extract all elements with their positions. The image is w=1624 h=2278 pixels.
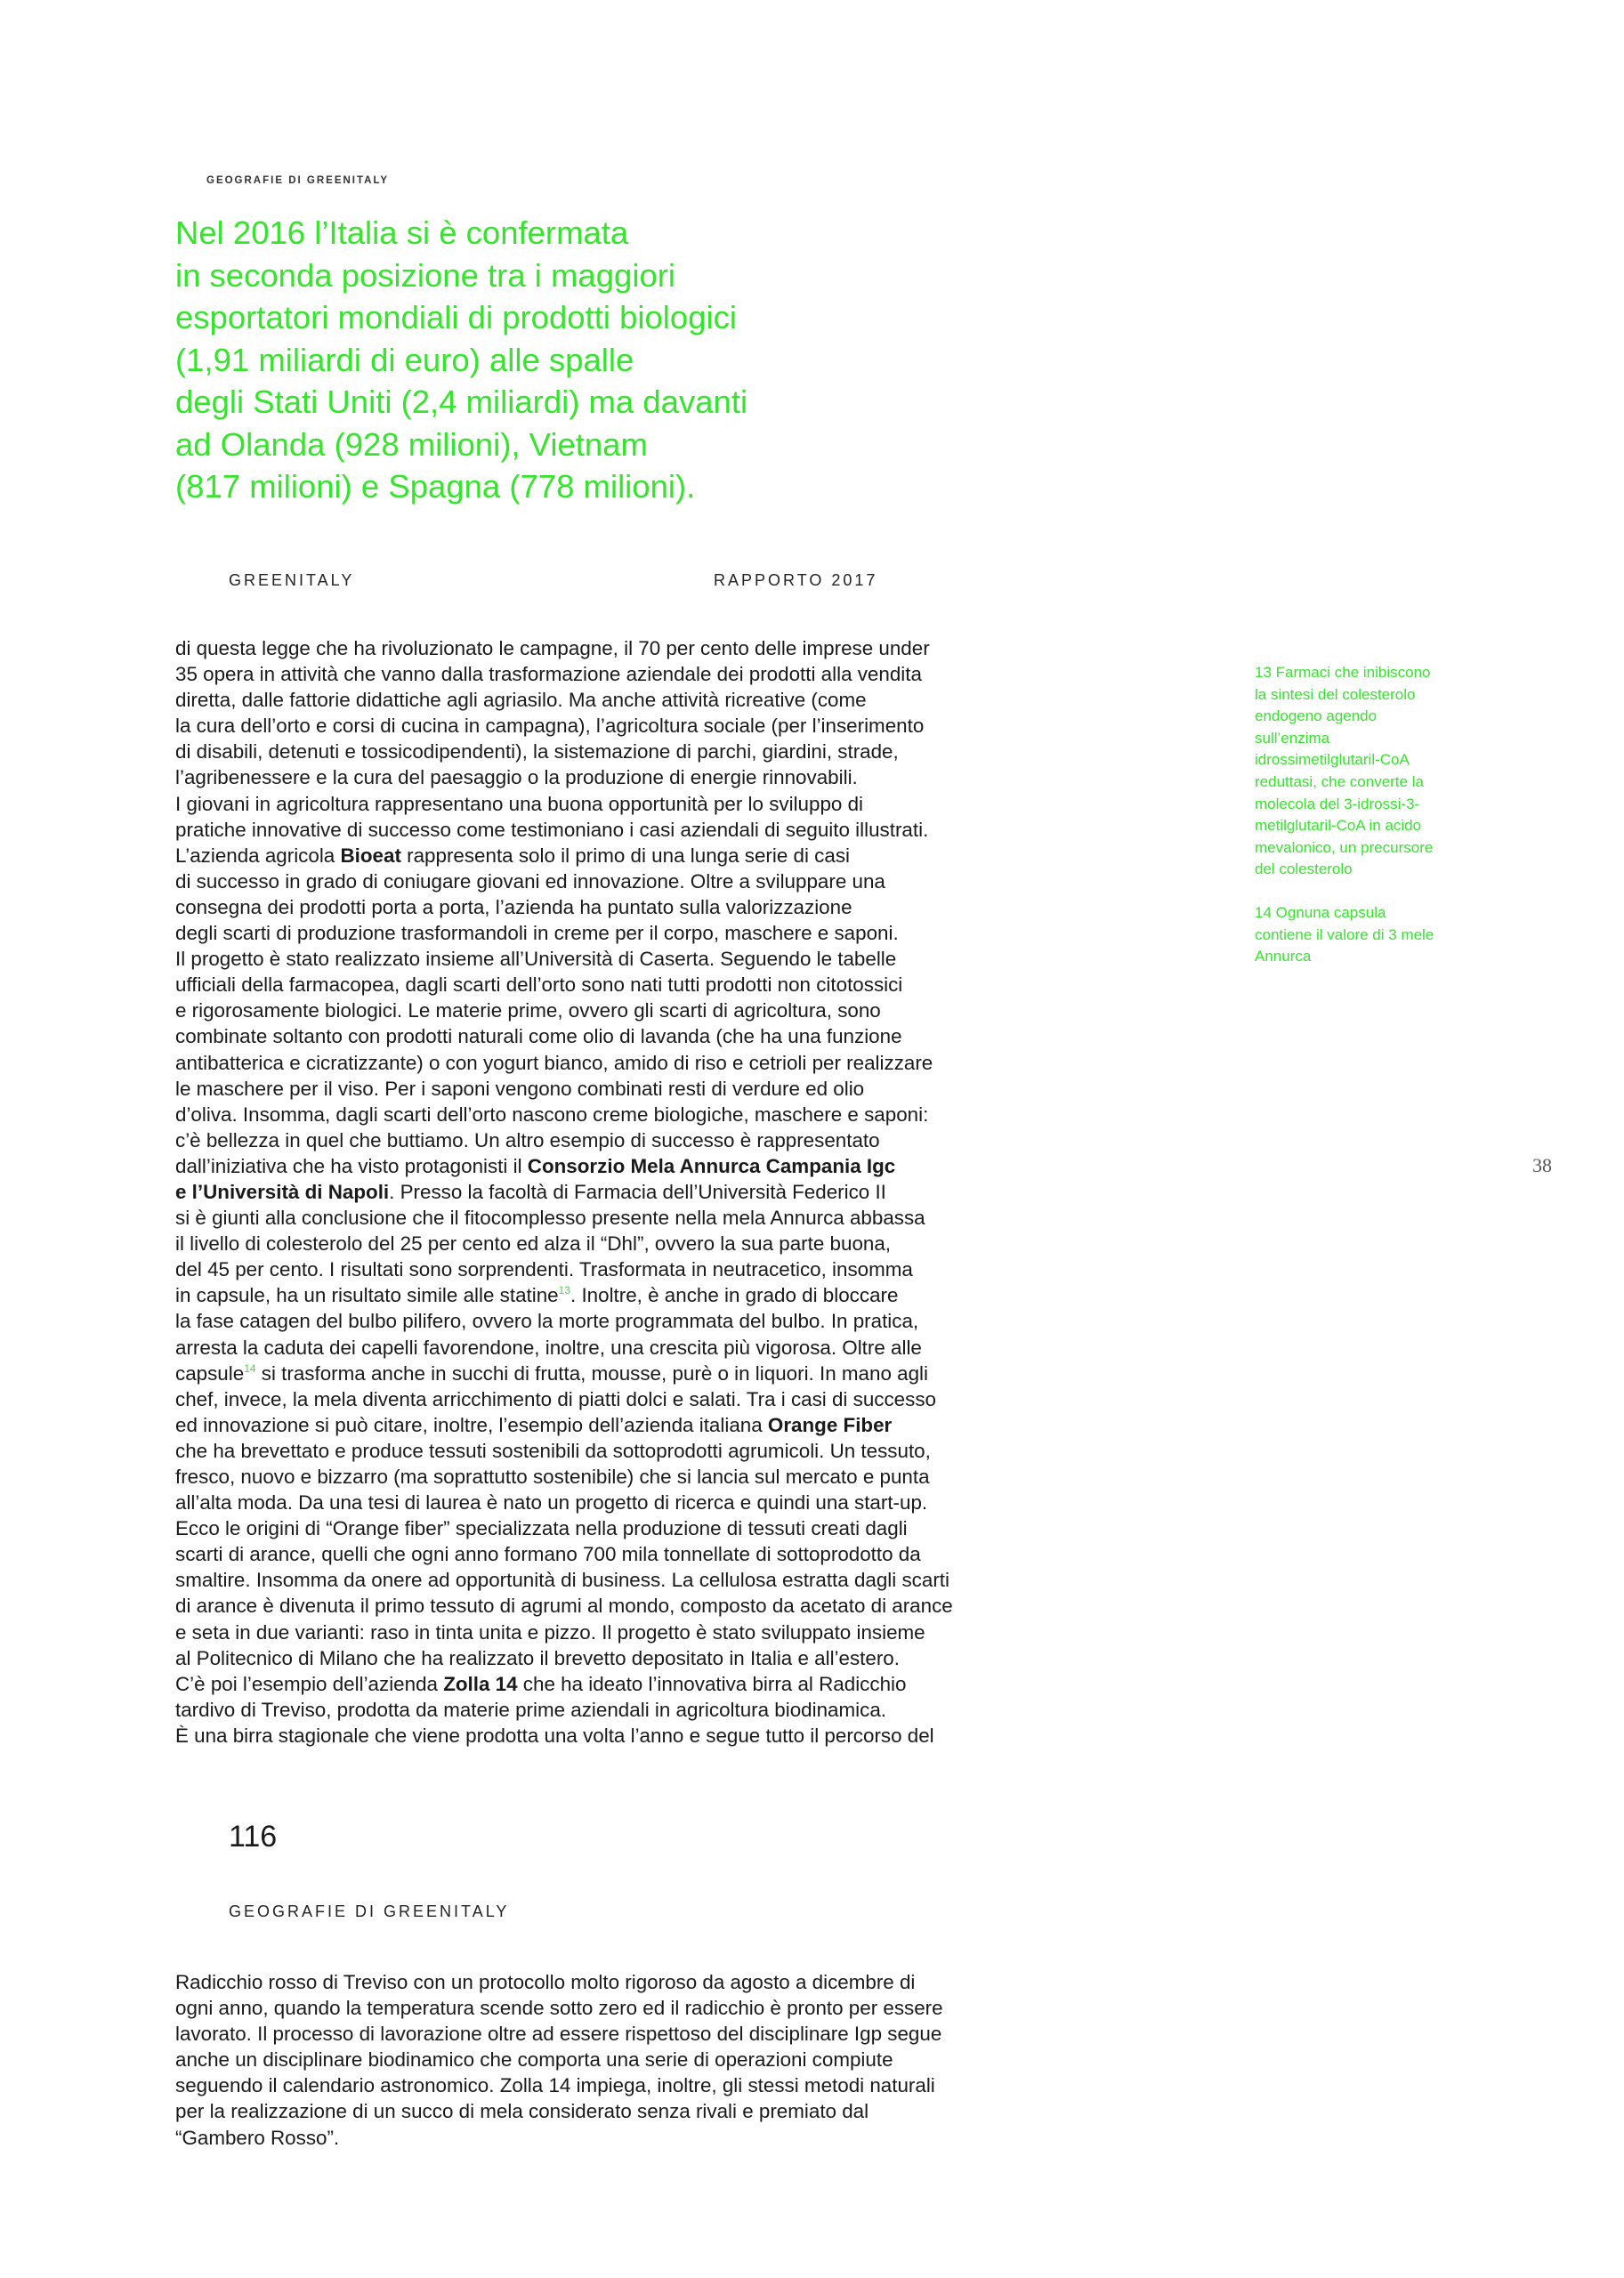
text-line: fresco, nuovo e bizzarro (ma soprattutto sostenibile) che si lancia sul mercato e punta — [175, 1466, 930, 1488]
text-line: degli scarti di produzione trasformandoli in creme per il corpo, maschere e saponi. — [175, 922, 899, 945]
sidenote-line: 13 Farmaci che inibiscono — [1255, 664, 1431, 681]
running-header-left: GREENITALY — [229, 571, 355, 589]
headline-line: (1,91 miliardi di euro) alle spalle — [175, 341, 634, 378]
text-line: Ecco le origini di “Orange fiber” specializzata nella produzione di tessuti creati dagli — [175, 1517, 908, 1540]
text-line: arresta la caduta dei capelli favorendone, inoltre, una crescita più vigorosa. Oltre alle — [175, 1336, 922, 1359]
text-line: al Politecnico di Milano che ha realizzato il brevetto depositato in Italia e all’estero. — [175, 1646, 900, 1669]
sidenote-14 — [1255, 902, 1495, 968]
text-line: Radicchio rosso di Treviso con un protocollo molto rigoroso da agosto a dicembre di — [175, 1971, 916, 1993]
text-line: in capsule, ha un risultato simile alle statine$^{13}$. Inoltre, è anche in grado di bloccare — [175, 1284, 899, 1307]
sidenote-line: del colesterolo — [1255, 860, 1353, 878]
text-line: la fase catagen del bulbo pilifero, ovvero la morte programmata del bulbo. In pratica, — [175, 1310, 919, 1333]
text-line: e seta in due varianti: raso in tinta unita e pizzo. Il progetto è stato sviluppato insieme — [175, 1620, 925, 1644]
text-line: diretta, dalle fattorie didattiche agli agriasilo. Ma anche attività ricreative (come — [175, 689, 867, 712]
running-header-right: RAPPORTO 2017 — [714, 571, 878, 589]
text-line: per la realizzazione di un succo di mela considerato senza rivali e premiato dal — [175, 2100, 869, 2123]
footnote-ref[interactable]: 13 — [558, 1284, 570, 1297]
sidenote-line: Annurca — [1255, 948, 1312, 965]
bold-name: Bioeat — [340, 844, 401, 867]
sidenote-line: sull’enzima — [1255, 729, 1330, 747]
sidenote-line: contiene il valore di 3 mele — [1255, 925, 1434, 943]
bold-name: Zolla 14 — [443, 1672, 518, 1695]
text-line: tardivo di Treviso, prodotta da materie prime aziendali in agricoltura biodinamica. — [175, 1698, 886, 1721]
text-line: ed innovazione si può citare, inoltre, l’esempio dell’azienda italiana Orange Fiber — [175, 1413, 893, 1436]
text-line: pratiche innovative di successo come testimoniano i casi aziendali di seguito illustrati. — [175, 818, 929, 841]
text-line: ufficiali della farmacopea, dagli scarti dell’orto sono nati tutti prodotti non citotossici — [175, 973, 903, 997]
headline-line: (817 milioni) e Spagna (778 milioni). — [175, 468, 696, 505]
text-line: di arance è divenuta il primo tessuto di agrumi al mondo, composto da acetato di arance — [175, 1595, 953, 1618]
bold-name: Orange Fiber — [767, 1413, 893, 1436]
headline — [175, 212, 852, 508]
section-kicker: GEOGRAFIE DI GREENITALY — [206, 175, 390, 186]
text-line: il livello di colesterolo del 25 per cento ed alza il “Dhl”, ovvero la sua parte buona, — [175, 1232, 892, 1256]
text-line: antibatterica e cicratizzante) o con yogurt bianco, amido di riso e cetrioli per realizzare — [175, 1051, 933, 1074]
text-line: combinate soltanto con prodotti naturali come olio di lavanda (che ha una funzione — [175, 1025, 902, 1048]
text-line: 35 opera in attività che vanno dalla trasformazione aziendale dei prodotti alla vendita — [175, 663, 922, 686]
text-line: di successo in grado di coniugare giovani ed innovazione. Oltre a sviluppare una — [175, 869, 885, 893]
text-line: I giovani in agricoltura rappresentano una buona opportunità per lo sviluppo di — [175, 792, 864, 815]
text-line: c’è bellezza in quel che buttiamo. Un altro esempio di successo è rappresentato — [175, 1128, 880, 1151]
sidenote-line: endogeno agendo — [1255, 707, 1378, 725]
text-line: L’azienda agricola Bioeat rappresenta solo il primo di una lunga serie di casi — [175, 844, 850, 867]
text-line: dall’iniziativa che ha visto protagonisti il Consorzio Mela Annurca Campania Igc — [175, 1154, 896, 1177]
headline-line: esportatori mondiali di prodotti biologici — [175, 299, 737, 335]
bold-name: Consorzio Mela Annurca Campania Igc — [527, 1154, 896, 1177]
text-line: anche un disciplinare biodinamico che comporta una serie di operazioni compiute — [175, 2048, 893, 2072]
text-line: scarti di arance, quelli che ogni anno formano 700 mila tonnellate di sottoprodotto da — [175, 1543, 921, 1566]
bold-name: e l’Università di Napoli — [175, 1180, 390, 1203]
headline-line: Nel 2016 l’Italia si è confermata — [175, 214, 629, 251]
headline-line: ad Olanda (928 milioni), Vietnam — [175, 425, 648, 463]
sidenote-line: la sintesi del colesterolo — [1255, 685, 1416, 703]
text-line: C’è poi l’esempio dell’azienda Zolla 14 che ha ideato l’innovativa birra al Radicchio — [175, 1672, 907, 1695]
text-line: Il progetto è stato realizzato insieme all’Università di Caserta. Seguendo le tabelle — [175, 948, 897, 971]
sidenotes — [1255, 662, 1495, 990]
text-line: di questa legge che ha rivoluzionato le campagne, il 70 per cento delle imprese under — [175, 637, 930, 659]
text-line: smaltire. Insomma da onere ad opportunità di business. La cellulosa estratta dagli scarti — [175, 1569, 949, 1592]
text-line: che ha brevettato e produce tessuti sostenibili da sottoprodotti agrumicoli. Un tessuto, — [175, 1439, 931, 1462]
text-line: di disabili, detenuti e tossicodipendenti), la sistemazione di parchi, giardini, strade, — [175, 740, 899, 763]
text-line: e rigorosamente biologici. Le materie prime, ovvero gli scarti di agricoltura, sono — [175, 999, 881, 1022]
sidenote-line: idrossimetilglutaril-CoA — [1255, 751, 1410, 769]
text-line: l’agribenessere e la cura del paesaggio o la produzione di energie rinnovabili. — [175, 766, 858, 789]
text-line: la cura dell’orto e corsi di cucina in campagna), l’agricoltura sociale (per l’inserimento — [175, 715, 925, 738]
text-line: e l’Università di Napoli. Presso la facoltà di Farmacia dell’Università Federico II — [175, 1180, 886, 1203]
sidenote-line: mevalonico, un precursore — [1255, 838, 1434, 856]
headline-line: in seconda posizione tra i maggiori — [175, 256, 676, 294]
sidenote-line: molecola del 3-idrossi-3- — [1255, 795, 1420, 812]
footer-kicker: GEOGRAFIE DI GREENITALY — [229, 1902, 510, 1920]
text-line: d’oliva. Insomma, dagli scarti dell’orto nascono creme biologiche, maschere e saponi: — [175, 1103, 929, 1126]
text-line: “Gambero Rosso”. — [175, 2126, 340, 2149]
sidenote-line: reduttasi, che converte la — [1255, 772, 1424, 790]
text-line: È una birra stagionale che viene prodotta una volta l’anno e segue tutto il percorso del — [175, 1724, 934, 1747]
headline-line: degli Stati Uniti (2,4 miliardi) ma davanti — [175, 384, 748, 420]
text-line: capsule$^{14}$ si trasforma anche in succhi di frutta, mousse, purè o in liquori. In mano agli — [175, 1361, 928, 1385]
text-line: ogni anno, quando la temperatura scende sotto zero ed il radicchio è pronto per essere — [175, 1997, 943, 2020]
text-line: seguendo il calendario astronomico. Zolla 14 impiega, inoltre, gli stessi metodi naturali — [175, 2074, 935, 2097]
page-number: 116 — [229, 1820, 278, 1854]
sidenote-line: metilglutaril-CoA in acido — [1255, 817, 1422, 835]
footnote-ref[interactable]: 14 — [244, 1361, 256, 1375]
continuation-text — [175, 1969, 1074, 2151]
text-line: chef, invece, la mela diventa arricchimento di piatti dolci e salati. Tra i casi di successo — [175, 1387, 936, 1410]
text-line: consegna dei prodotti porta a porta, l’azienda ha puntato sulla valorizzazione — [175, 895, 852, 918]
text-line: si è giunti alla conclusione che il fitocomplesso presente nella mela Annurca abbassa — [175, 1207, 925, 1230]
text-line: del 45 per cento. I risultati sono sorprendenti. Trasformata in neutracetico, insomma — [175, 1258, 913, 1281]
small-page-folio: 38 — [1532, 1154, 1552, 1176]
text-line: le maschere per il viso. Per i saponi vengono combinati resti di verdure ed olio — [175, 1077, 865, 1100]
body-text — [175, 635, 1074, 1749]
text-line: lavorato. Il processo di lavorazione oltre ad essere rispettoso del disciplinare Igp segue — [175, 2023, 942, 2046]
sidenote-13 — [1255, 662, 1495, 881]
text-line: all’alta moda. Da una tesi di laurea è nato un progetto di ricerca e quindi una start-up. — [175, 1491, 928, 1515]
sidenote-line: 14 Ognuna capsula — [1255, 903, 1386, 921]
